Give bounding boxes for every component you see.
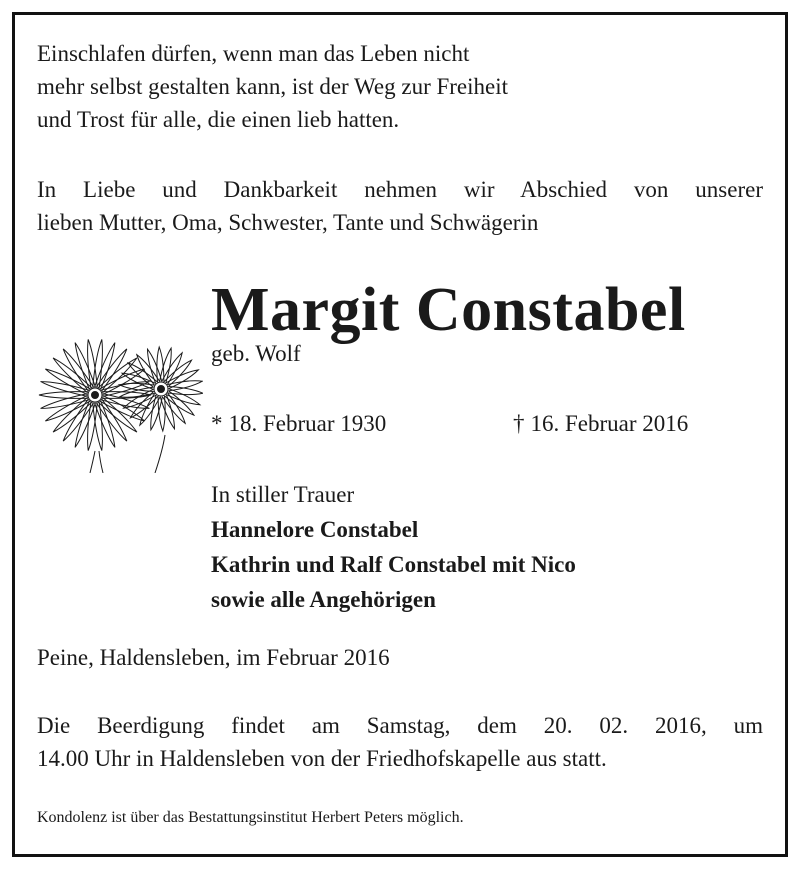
deceased-name: Margit Constabel — [211, 276, 686, 344]
poem-line: und Trost für alle, die einen lieb hatten. — [37, 107, 400, 132]
death-symbol: † — [513, 411, 525, 436]
condolence-note: Kondolenz ist über das Bestattungsinstitut Herbert Peters möglich. — [37, 809, 464, 826]
mourner-name: Kathrin und Ralf Constabel mit Nico — [211, 552, 576, 577]
intro-line: lieben Mutter, Oma, Schwester, Tante und Schwägerin — [37, 210, 539, 235]
birth-date-text: 18. Februar 1930 — [228, 411, 387, 436]
funeral-line: 14.00 Uhr in Haldensleben von der Friedhofskapelle aus statt. — [37, 746, 607, 771]
poem-line: Einschlafen dürfen, wenn man das Leben nicht — [37, 41, 470, 66]
birth-name: geb. Wolf — [211, 341, 301, 366]
funeral-line: Die Beerdigung findet am Samstag, dem 20. 02. 2016, um — [37, 713, 763, 738]
death-date — [513, 409, 688, 439]
mourner-name: Hannelore Constabel — [211, 517, 419, 542]
intro-line: In Liebe und Dankbarkeit nehmen wir Abschied von unserer — [37, 177, 763, 202]
mourners — [211, 477, 576, 617]
poem-line: mehr selbst gestalten kann, ist der Weg zur Freiheit — [37, 74, 509, 99]
birth-date — [211, 409, 386, 439]
birth-symbol: * — [211, 411, 223, 436]
mourners-heading: In stiller Trauer — [211, 482, 355, 507]
mourner-name: sowie alle Angehörigen — [211, 587, 436, 612]
place-date: Peine, Haldensleben, im Februar 2016 — [37, 645, 390, 670]
daisy-flowers-icon — [33, 323, 203, 473]
farewell-intro — [37, 173, 763, 239]
obituary-notice — [12, 12, 788, 857]
death-date-text: 16. Februar 2016 — [530, 411, 689, 436]
poem — [37, 37, 508, 136]
funeral-info — [37, 709, 763, 775]
